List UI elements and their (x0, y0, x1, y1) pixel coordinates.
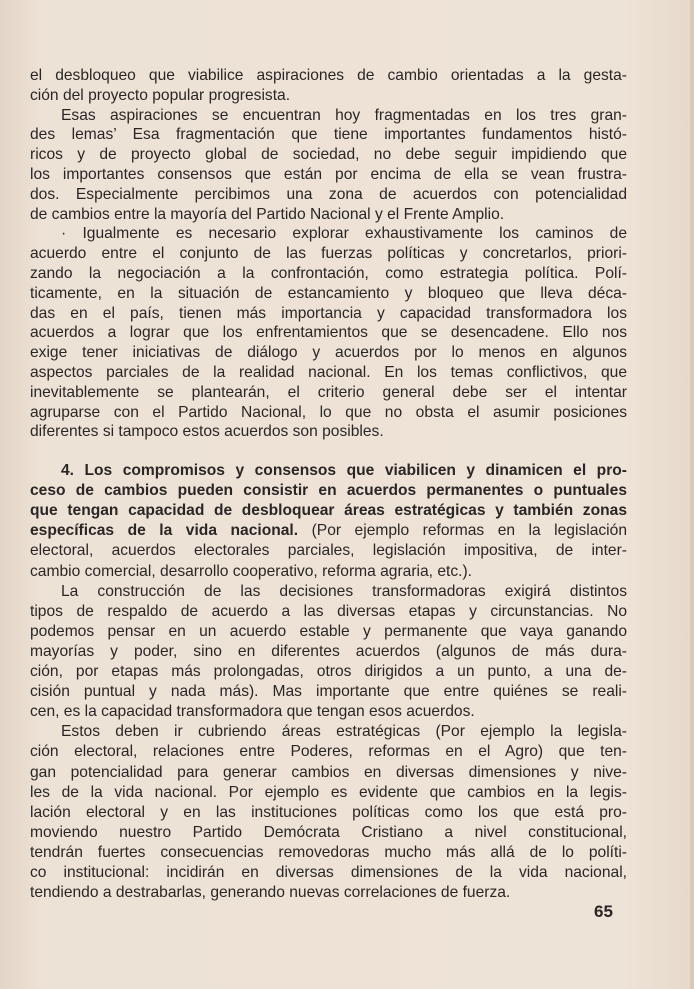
line-text: (Por ejemplo reformas en la legislación (298, 522, 627, 540)
text-line (30, 165, 627, 185)
line-text: mayorías y poder, sino en diferentes acuerdos (algunos de más dura- (30, 642, 627, 660)
line-text: co institucional: incidirán en diversas dimensiones de la vida nacional, (30, 864, 627, 881)
line-text: de cambios entre la mayoría del Partido Nacional y el Frente Amplio. (30, 205, 505, 223)
text-line (30, 602, 627, 622)
text-line (30, 783, 627, 803)
line-text: cisión puntual y nada más). Mas importante que entre quiénes se reali- (30, 683, 627, 701)
text-line (30, 883, 627, 903)
text-line (61, 722, 627, 742)
text-line (30, 622, 627, 642)
line-text: el desbloqueo que viabilice aspiraciones de cambio orientadas a la gesta- (30, 67, 627, 84)
text-line (30, 284, 627, 304)
text-line (30, 403, 627, 423)
text-line (30, 642, 627, 662)
line-text: cen, es la capacidad transformadora que tengan esos acuerdos. (30, 703, 475, 721)
text-line (30, 702, 627, 722)
text-line (30, 343, 627, 363)
page-number: 65 (594, 902, 613, 921)
bold-text: que tengan capacidad de desbloquear áreas estratégicas y también zonas (30, 502, 627, 520)
line-text: ción electoral, relaciones entre Poderes, reformas en el Agro) que ten- (30, 743, 627, 761)
line-text: tipos de respaldo de acuerdo a las diversas etapas y circunstancias. No (30, 602, 627, 620)
text-line (30, 541, 627, 561)
text-line (61, 582, 627, 602)
line-text: exige tener iniciativas de diálogo y acuerdos por lo menos en algunos (30, 344, 627, 362)
text-line (30, 662, 627, 682)
text-line (30, 264, 627, 284)
line-text: Esas aspiraciones se encuentran hoy fragmentadas en los tres gran- (61, 106, 627, 124)
line-text: acuerdo entre el conjunto de las fuerzas políticas y concretarlos, priori- (30, 245, 627, 263)
line-text: electoral, acuerdos electorales parciales, legislación impositiva, de inter- (30, 542, 627, 560)
line-text: moviendo nuestro Partido Demócrata Cristiano a nivel constitucional, (30, 823, 627, 841)
text-line (30, 823, 627, 843)
text-line (30, 304, 627, 324)
line-text: agruparse con el Partido Nacional, lo que no obsta el asumir posiciones (30, 403, 627, 421)
line-text: La construcción de las decisiones transformadoras exigirá distintos (61, 582, 627, 600)
line-text: podemos pensar en un acuerdo estable y permanente que vaya ganando (30, 622, 627, 640)
line-text: · Igualmente es necesario explorar exhaustivamente los caminos de (61, 225, 627, 243)
text-line (30, 383, 627, 403)
line-text: ción, por etapas más prolongadas, otros dirigidos a un punto, a una de- (30, 663, 627, 680)
line-text: das en el país, tienen más importancia y capacidad transformadora los (30, 304, 627, 322)
line-text: los importantes consensos que están por encima de ella se vean frustra- (30, 166, 627, 183)
line-text: diferentes si tampoco estos acuerdos son posibles. (30, 423, 384, 441)
text-line (30, 363, 627, 383)
bold-text: ceso de cambios pueden consistir en acuerdos permanentes o puntuales (30, 482, 627, 500)
bold-text: 4. Los compromisos y consensos que viabilicen y dinamicen el pro- (61, 462, 627, 479)
text-line (30, 145, 627, 165)
line-text: cambio comercial, desarrollo cooperativo, reforma agraria, etc.). (30, 562, 473, 580)
text-line (30, 244, 627, 264)
line-text: dos. Especialmente percibimos una zona de acuerdos con potencialidad (30, 185, 627, 203)
line-text: tendiendo a destrabarlas, generando nuevas correlaciones de fuerza. (30, 884, 511, 902)
text-line (30, 682, 627, 702)
text-line (30, 86, 627, 106)
line-text: les de la vida nacional. Por ejemplo es evidente que cambios en la legis- (30, 783, 627, 801)
line-text: des lemas’ Esa fragmentación que tiene importantes fundamentos histó- (30, 126, 627, 144)
line-text: Estos deben ir cubriendo áreas estratégicas (Por ejemplo la legisla- (61, 723, 627, 741)
text-line (30, 185, 627, 205)
text-line (30, 501, 627, 521)
line-text: gan potencialidad para generar cambios en diversas dimensiones y nive- (30, 763, 627, 781)
line-text: acuerdos a lograr que los enfrentamientos que se desencadene. Ello nos (30, 324, 627, 342)
line-text: ticamente, en la situación de estancamiento y bloqueo que lleva déca- (30, 284, 627, 302)
bold-text: específicas de la vida nacional. (30, 522, 299, 540)
text-line (30, 125, 627, 145)
text-line (30, 763, 627, 783)
text-line (30, 803, 627, 823)
page-edge (690, 0, 694, 989)
text-line (30, 481, 627, 501)
text-line (61, 224, 627, 244)
text-line (30, 422, 627, 442)
line-text: lación electoral y en las instituciones políticas como los que está pro- (30, 803, 627, 821)
line-text: aspectos parciales de la realidad nacional. En los temas conflictivos, que (30, 364, 627, 381)
line-text: ricos y de proyecto global de sociedad, no debe seguir impidiendo que (30, 146, 627, 164)
text-line (30, 562, 627, 582)
line-text: ción del proyecto popular progresista. (30, 86, 291, 104)
text-line (30, 205, 627, 225)
line-text: inevitablemente se plantearán, el criterio general debe ser el intentar (30, 383, 627, 401)
text-line (61, 106, 627, 126)
text-line (30, 521, 627, 541)
text-line (30, 843, 627, 863)
text-line (30, 863, 627, 883)
text-line (61, 461, 627, 481)
text-line (30, 323, 627, 343)
line-text: tendrán fuertes consecuencias removedoras mucho más allá de lo políti- (30, 843, 627, 861)
text-line (30, 66, 627, 86)
text-line (30, 742, 627, 762)
line-text: zando la negociación a la confrontación, como estrategia política. Polí- (30, 265, 627, 282)
